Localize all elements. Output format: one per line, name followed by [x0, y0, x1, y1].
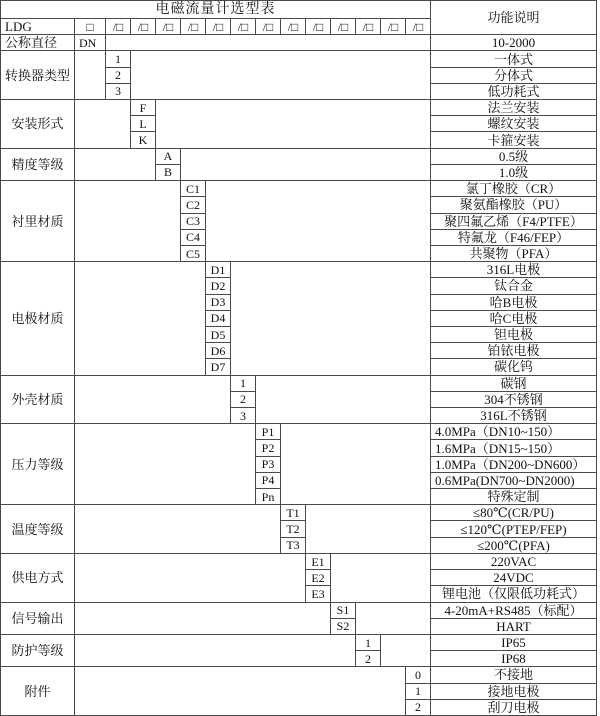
- filler-cell: [381, 635, 431, 667]
- model-prefix-cell: LDG: [1, 19, 75, 35]
- filler-cell: [75, 262, 206, 375]
- filler-cell: [181, 149, 431, 181]
- description-cell: 24VDC: [431, 570, 597, 586]
- description-cell: 分体式: [431, 68, 597, 84]
- model-box-cell: □: [75, 19, 106, 35]
- code-cell: 2: [356, 651, 381, 667]
- model-slot-cell: /□: [381, 19, 406, 35]
- description-cell: 碳钢: [431, 376, 597, 392]
- description-cell: 4-20mA+RS485（标配）: [431, 603, 597, 619]
- code-cell: D3: [206, 295, 231, 311]
- section-label: 供电方式: [1, 554, 75, 603]
- description-cell: 低功耗式: [431, 84, 597, 100]
- code-cell: C5: [181, 246, 206, 262]
- section-label: 外壳材质: [1, 376, 75, 425]
- section-label: 温度等级: [1, 505, 75, 554]
- code-cell: T2: [281, 521, 306, 537]
- filler-cell: [156, 100, 431, 149]
- model-slot-cell: /□: [281, 19, 306, 35]
- description-cell: 一体式: [431, 51, 597, 67]
- filler-cell: [75, 505, 281, 554]
- code-cell: 0: [406, 667, 431, 683]
- model-slot-cell: /□: [306, 19, 331, 35]
- description-cell: HART: [431, 619, 597, 635]
- filler-cell: [306, 505, 431, 554]
- code-cell: S2: [331, 619, 356, 635]
- description-cell: 316L电极: [431, 262, 597, 278]
- code-cell: T3: [281, 538, 306, 554]
- model-slot-cell: /□: [131, 19, 156, 35]
- description-cell: 哈C电极: [431, 311, 597, 327]
- code-cell: 2: [406, 700, 431, 716]
- description-cell: 聚氨酯橡胶（PU）: [431, 197, 597, 213]
- description-cell: 220VAC: [431, 554, 597, 570]
- filler-cell: [75, 149, 156, 181]
- description-cell: 钛合金: [431, 278, 597, 294]
- model-slot-cell: /□: [156, 19, 181, 35]
- description-cell: 螺纹安装: [431, 116, 597, 132]
- description-cell: 氯丁橡胶（CR）: [431, 181, 597, 197]
- section-label: 衬里材质: [1, 181, 75, 262]
- code-cell: E3: [306, 586, 331, 602]
- description-cell: 卡箍安装: [431, 132, 597, 148]
- model-slot-cell: /□: [331, 19, 356, 35]
- code-cell: L: [131, 116, 156, 132]
- description-cell: 0.5级: [431, 149, 597, 165]
- filler-cell: [75, 100, 131, 149]
- description-cell: 304不锈钢: [431, 392, 597, 408]
- description-cell: 4.0MPa（DN10~150）: [431, 424, 597, 440]
- description-cell: 刮刀电极: [431, 700, 597, 716]
- filler-cell: [75, 181, 181, 262]
- description-cell: 锂电池（仅限低功耗式）: [431, 586, 597, 602]
- description-cell: 10-2000: [431, 35, 597, 51]
- model-slot-cell: /□: [406, 19, 431, 35]
- code-cell: C4: [181, 230, 206, 246]
- code-cell: D1: [206, 262, 231, 278]
- section-label: 电极材质: [1, 262, 75, 375]
- model-slot-cell: /□: [206, 19, 231, 35]
- description-cell: 1.6MPa（DN15~150）: [431, 440, 597, 456]
- function-description-header: 功能说明: [431, 1, 597, 35]
- description-cell: 0.6MPa(DN700~DN2000): [431, 473, 597, 489]
- description-cell: 1.0级: [431, 165, 597, 181]
- code-cell: D5: [206, 327, 231, 343]
- code-cell: K: [131, 132, 156, 148]
- model-slot-cell: /□: [181, 19, 206, 35]
- code-cell: A: [156, 149, 181, 165]
- description-cell: 法兰安装: [431, 100, 597, 116]
- description-cell: IP65: [431, 635, 597, 651]
- description-cell: 碳化钨: [431, 359, 597, 375]
- section-label: 安装形式: [1, 100, 75, 149]
- code-cell: F: [131, 100, 156, 116]
- description-cell: 不接地: [431, 667, 597, 683]
- code-cell: C2: [181, 197, 206, 213]
- description-cell: 铂铱电极: [431, 343, 597, 359]
- filler-cell: [75, 554, 306, 603]
- code-cell: D4: [206, 311, 231, 327]
- code-cell: E1: [306, 554, 331, 570]
- model-slot-cell: /□: [106, 19, 131, 35]
- description-cell: ≤80℃(CR/PU): [431, 505, 597, 521]
- model-slot-cell: /□: [231, 19, 256, 35]
- table-title: 电磁流量计选型表: [1, 1, 431, 19]
- filler-cell: [281, 424, 431, 505]
- code-cell: 1: [231, 376, 256, 392]
- code-cell: P2: [256, 440, 281, 456]
- section-label: 附件: [1, 667, 75, 716]
- filler-cell: [75, 376, 231, 425]
- section-label: 压力等级: [1, 424, 75, 505]
- description-cell: 特氟龙（F46/FEP）: [431, 230, 597, 246]
- filler-cell: [75, 424, 256, 505]
- code-cell: C3: [181, 214, 206, 230]
- section-label: 公称直径: [1, 35, 75, 51]
- description-cell: IP68: [431, 651, 597, 667]
- code-cell: 2: [231, 392, 256, 408]
- code-cell: D6: [206, 343, 231, 359]
- description-cell: 钽电极: [431, 327, 597, 343]
- code-cell: D2: [206, 278, 231, 294]
- code-cell: B: [156, 165, 181, 181]
- code-cell: P1: [256, 424, 281, 440]
- code-cell: 3: [231, 408, 256, 424]
- section-label: 防护等级: [1, 635, 75, 667]
- description-cell: 特殊定制: [431, 489, 597, 505]
- description-cell: ≤120℃(PTEP/FEP): [431, 521, 597, 537]
- filler-cell: [256, 376, 431, 425]
- code-cell: 1: [106, 51, 131, 67]
- description-cell: 接地电极: [431, 684, 597, 700]
- code-cell: 3: [106, 84, 131, 100]
- section-label: 信号输出: [1, 603, 75, 635]
- filler-cell: [75, 667, 406, 716]
- description-cell: 316L不锈钢: [431, 408, 597, 424]
- filler-cell: [75, 603, 331, 635]
- code-cell: P4: [256, 473, 281, 489]
- description-cell: 共聚物（PFA）: [431, 246, 597, 262]
- code-cell: E2: [306, 570, 331, 586]
- filler-cell: [331, 554, 431, 603]
- model-slot-cell: /□: [356, 19, 381, 35]
- code-cell: 1: [356, 635, 381, 651]
- filler-cell: [356, 603, 431, 635]
- section-label: 精度等级: [1, 149, 75, 181]
- filler-cell: [131, 51, 431, 100]
- description-cell: ≤200℃(PFA): [431, 538, 597, 554]
- filler-cell: [75, 635, 356, 667]
- filler-cell: [106, 35, 431, 51]
- code-cell: T1: [281, 505, 306, 521]
- code-cell: P3: [256, 457, 281, 473]
- filler-cell: [206, 181, 431, 262]
- code-cell: 1: [406, 684, 431, 700]
- section-label: 转换器类型: [1, 51, 75, 100]
- code-cell: Pn: [256, 489, 281, 505]
- description-cell: 1.0MPa（DN200~DN600）: [431, 457, 597, 473]
- filler-cell: [75, 51, 106, 100]
- description-cell: 哈B电极: [431, 295, 597, 311]
- code-cell: DN: [75, 35, 106, 51]
- description-cell: 聚四氟乙烯（F4/PTFE）: [431, 214, 597, 230]
- code-cell: D7: [206, 359, 231, 375]
- filler-cell: [231, 262, 431, 375]
- model-slot-cell: /□: [256, 19, 281, 35]
- code-cell: C1: [181, 181, 206, 197]
- code-cell: S1: [331, 603, 356, 619]
- code-cell: 2: [106, 68, 131, 84]
